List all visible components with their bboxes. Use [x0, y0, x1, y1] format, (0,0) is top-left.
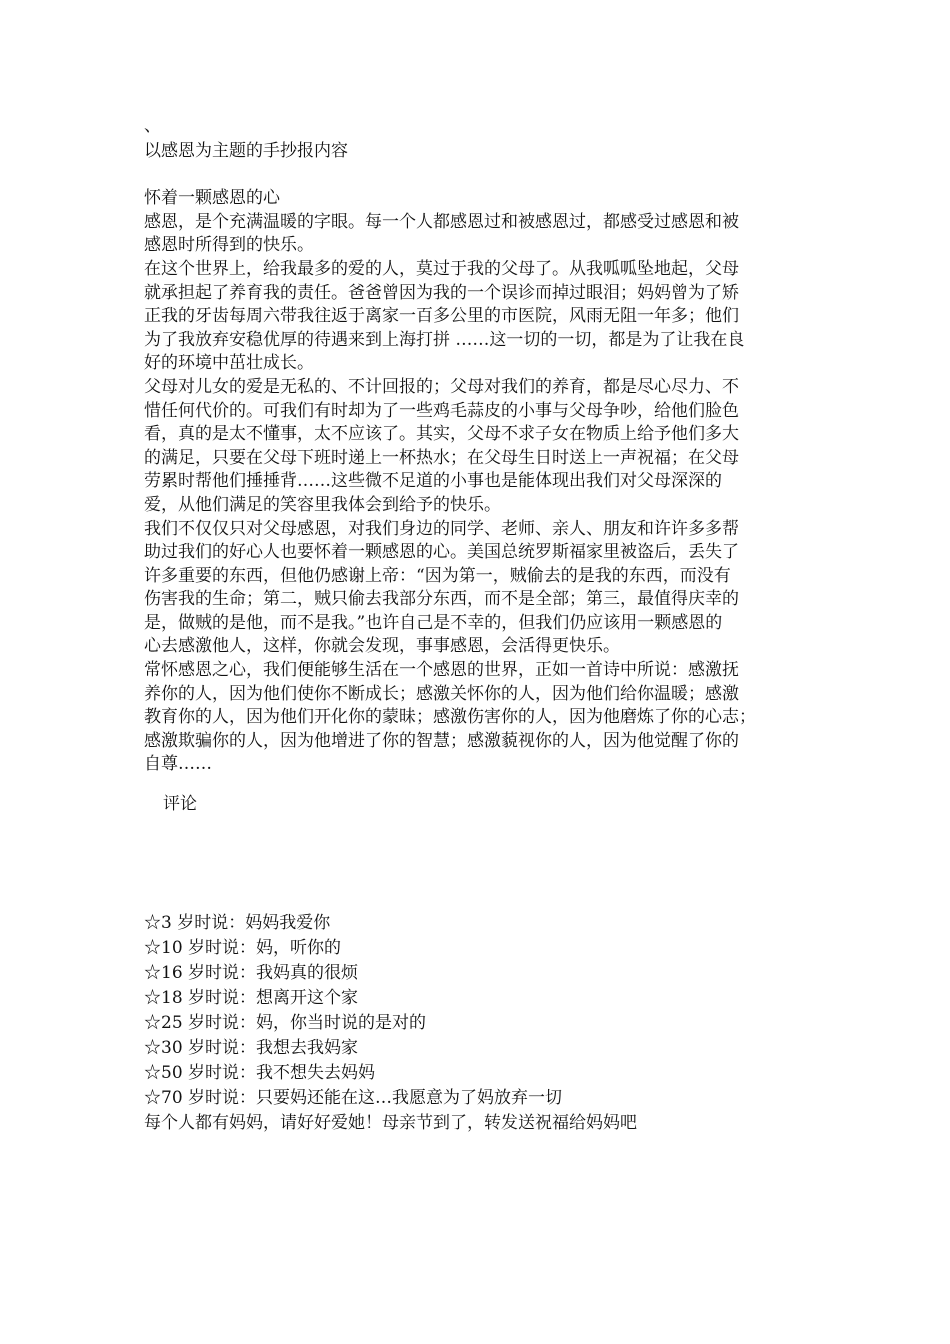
article-line: 劳累时帮他们捶捶背……这些微不足道的小事也是能体现出我们对父母深深的 — [144, 471, 722, 492]
document-body — [144, 116, 810, 833]
poem-line: ☆16 岁时说：我妈真的很烦 — [144, 963, 359, 983]
article-line: 感恩，是个充满温暖的字眼。每一个人都感恩过和被感恩过，都感受过感恩和被 — [144, 211, 739, 232]
article-line: 是，做贼的是他，而不是我。”也许自己是不幸的，但我们仍应该用一颗感恩的 — [144, 612, 723, 633]
poem-closing: 每个人都有妈妈，请好好爱她！母亲节到了，转发送祝福给妈妈吧 — [144, 1113, 637, 1133]
article-line: 好的环境中茁壮成长。 — [144, 353, 314, 374]
article-line: 父母对儿女的爱是无私的、不计回报的；父母对我们的养育，都是尽心尽力、不 — [144, 376, 739, 397]
article-line: 正我的牙齿每周六带我往返于离家一百多公里的市医院，风雨无阻一年多；他们 — [144, 306, 739, 327]
article-line: 教育你的人，因为他们开化你的蒙昧；感激伤害你的人，因为他磨炼了你的心志； — [144, 707, 756, 728]
poem-line: ☆25 岁时说：妈，你当时说的是对的 — [144, 1013, 427, 1033]
poem-section — [144, 911, 810, 1136]
article-line: 养你的人，因为他们使你不断成长；感激关怀你的人，因为他们给你温暖；感激 — [144, 683, 739, 704]
article-line: 助过我们的好心人也要怀着一颗感恩的心。美国总统罗斯福家里被盗后，丢失了 — [144, 542, 739, 563]
poem-line: ☆70 岁时说：只要妈还能在这…我愿意为了妈放弃一切 — [144, 1088, 563, 1108]
poem-line: ☆50 岁时说：我不想失去妈妈 — [144, 1063, 376, 1083]
article-line: 看，真的是太不懂事，太不应该了。其实，父母不求子女在物质上给予他们多大 — [144, 424, 739, 445]
article-line: 感激欺骗你的人，因为他增进了你的智慧；感激藐视你的人，因为他觉醒了你的 — [144, 730, 739, 751]
article-line: 感恩时所得到的快乐。 — [144, 235, 314, 256]
punctuation-mark: 、 — [144, 116, 161, 136]
spacer — [144, 164, 810, 188]
poem-line: ☆30 岁时说：我想去我妈家 — [144, 1038, 359, 1058]
article-line: 伤害我的生命；第二，贼只偷去我部分东西，而不是全部；第三，最值得庆幸的 — [144, 589, 739, 610]
article-line: 常怀感恩之心，我们便能够生活在一个感恩的世界，正如一首诗中所说：感激抚 — [144, 660, 739, 681]
article-heading: 怀着一颗感恩的心 — [144, 188, 280, 209]
article-line: 就承担起了养育我的责任。爸爸曾因为我的一个误诊而掉过眼泪；妈妈曾为了矫 — [144, 282, 739, 303]
article-line: 自尊…… — [144, 754, 212, 775]
poem-line: ☆3 岁时说：妈妈我爱你 — [144, 913, 331, 933]
article-line: 在这个世界上，给我最多的爱的人，莫过于我的父母了。从我呱呱坠地起，父母 — [144, 258, 739, 279]
article-line: 惜任何代价的。可我们有时却为了一些鸡毛蒜皮的小事与父母争吵，给他们脸色 — [144, 400, 739, 421]
article-line: 爱，从他们满足的笑容里我体会到给予的快乐。 — [144, 494, 501, 515]
article-line: 我们不仅仅只对父母感恩，对我们身边的同学、老师、亲人、朋友和许许多多帮 — [144, 518, 739, 539]
comment-label: 评论 — [163, 794, 197, 815]
article-line: 为了我放弃安稳优厚的待遇来到上海打拼 ……这一切的一切，都是为了让我在良 — [144, 329, 745, 350]
article-line: 许多重要的东西，但他仍感谢上帝：“因为第一，贼偷去的是我的东西，而没有 — [144, 565, 731, 586]
poem-line: ☆18 岁时说：想离开这个家 — [144, 988, 359, 1008]
page-title: 以感恩为主题的手抄报内容 — [144, 141, 348, 161]
article-text — [144, 211, 810, 777]
article-line: 的满足，只要在父母下班时递上一杯热水；在父母生日时送上一声祝福；在父母 — [144, 447, 739, 468]
poem-line: ☆10 岁时说：妈，听你的 — [144, 938, 342, 958]
article-line: 心去感激他人，这样，你就会发现，事事感恩，会活得更快乐。 — [144, 636, 620, 657]
